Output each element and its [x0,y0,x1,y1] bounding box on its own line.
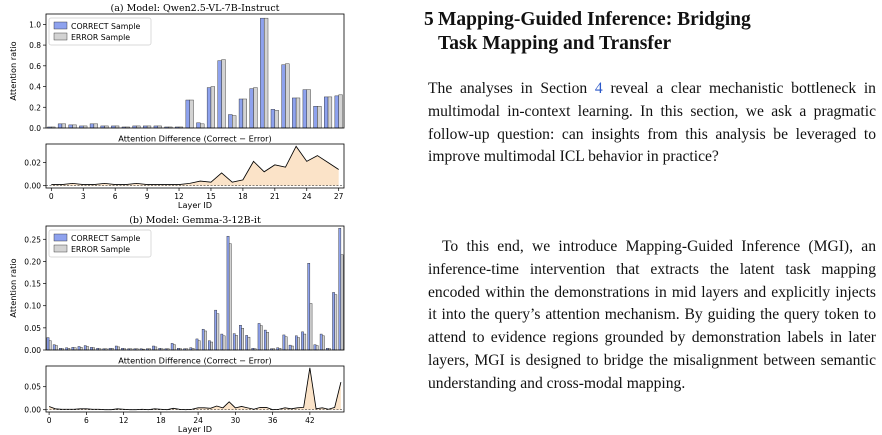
paragraph-1-before: The analyses in Section [428,80,595,97]
bar-error [335,295,337,350]
bar-correct [228,115,232,128]
legend-swatch [54,22,67,29]
bar-error [242,328,244,350]
y-tick-label: 0.02 [24,158,41,168]
bar-error [248,337,250,350]
figure-svg [0,0,400,435]
paragraph-1 [428,78,876,169]
bar-correct [292,98,296,128]
bar-correct [282,65,286,128]
bar-correct [314,345,316,350]
bar-error [254,88,258,128]
bar-correct [218,61,222,128]
bar-correct [324,97,328,128]
bar-correct [58,124,62,128]
x-tick-label: 15 [206,192,216,201]
bar-correct [283,335,285,350]
bar-error [316,346,318,350]
chart-b-difference [24,356,344,435]
bar-correct [233,334,235,350]
bar-error [211,342,213,350]
bar-correct [207,88,211,128]
bar-correct [152,346,154,350]
chart-b-bars [8,215,344,355]
x-tick-label: 9 [144,192,150,201]
bar-error [211,87,215,128]
legend-swatch [54,33,67,40]
bar-error [223,336,225,350]
y-tick-label: 1.0 [29,20,41,30]
y-axis-label: Attention ratio [8,258,18,318]
x-tick-label: 3 [80,192,86,201]
bar-error [322,336,324,350]
text-column [424,0,876,435]
y-tick-label: 0.10 [24,301,41,311]
x-tick-label: 24 [301,192,312,201]
bar-error [307,90,311,128]
y-tick-label: 0.0 [29,124,41,133]
bar-correct [186,100,190,128]
bar-correct [295,336,297,350]
bar-error [86,346,88,350]
chart-a-bars [8,3,344,133]
bar-correct [289,345,291,350]
bar-error [73,125,77,128]
bar-correct [239,99,243,128]
bar-error [222,60,226,128]
bar-error [62,124,66,128]
x-tick-label: 42 [305,416,315,425]
section-ref-link[interactable]: 4 [594,80,603,97]
bar-correct [196,123,200,128]
x-tick-label: 6 [112,192,118,201]
section-title-line2: Task Mapping and Transfer [438,33,672,54]
bar-error [304,334,306,350]
x-tick-label: 24 [193,416,203,425]
legend-label: CORRECT Sample [71,22,141,31]
bar-correct [271,109,275,128]
bar-error [200,124,204,128]
bar-correct [208,341,210,350]
y-tick-label: 0.15 [24,279,41,289]
bar-error [49,341,51,350]
bar-error [55,346,57,350]
bar-error [341,255,343,350]
bar-error [317,106,321,128]
bar-error [275,110,279,128]
bar-error [260,326,262,350]
bar-error [173,345,175,350]
x-axis-label: Layer ID [177,424,213,434]
bar-correct [246,335,248,350]
bar-error [291,346,293,350]
chart-title: (b) Model: Gemma-3-12B-it [129,215,261,226]
bar-error [232,116,236,128]
bar-correct [171,343,173,350]
legend-label: CORRECT Sample [71,234,141,243]
bar-correct [227,236,229,350]
bar-correct [84,346,86,350]
bar-correct [260,18,264,128]
x-tick-label: 12 [118,416,129,425]
x-tick-label: 27 [333,192,344,201]
figure [0,0,400,435]
chart-a-difference [24,134,344,211]
bar-correct [90,124,94,128]
bar-error [190,100,194,128]
y-tick-label: 0.05 [24,323,41,333]
x-tick-label: 18 [238,192,248,201]
y-tick-label: 0.20 [24,257,41,267]
x-tick-label: 0 [48,192,54,201]
bar-correct [196,339,198,350]
chart-title: (a) Model: Qwen2.5-VL-7B-Instruct [110,3,280,14]
bar-error [310,304,312,351]
bar-correct [264,330,266,350]
bar-correct [332,292,334,350]
bar-correct [250,89,254,128]
bar-correct [47,338,49,350]
legend-swatch [54,234,67,241]
x-tick-label: 21 [270,192,280,201]
bar-error [155,347,157,350]
x-tick-label: 36 [267,416,278,425]
bar-error [235,335,237,350]
bar-correct [202,329,204,350]
legend-label: ERROR Sample [71,245,131,254]
bar-correct [53,345,55,350]
y-tick-label: 0.00 [24,405,41,415]
difference-line [49,368,341,410]
paragraph-1-after: reveal a clear mechanistic bottleneck in multimodal in-context learning. In this section, we ask a pragmatic follow-up question: can insights from this analysis be leveraged to improve multimodal ICL behavior in practice? [428,80,876,166]
bar-correct [115,346,117,350]
y-tick-label: 0.25 [24,235,41,245]
y-tick-label: 0.2 [29,103,41,113]
bar-correct [301,332,303,350]
bar-error [117,347,119,350]
bar-correct [308,263,310,350]
section-heading [424,8,876,56]
bar-error [285,64,289,128]
difference-area [51,146,338,185]
section-number: 5 [424,9,434,30]
y-tick-label: 0.8 [29,41,41,51]
bar-error [198,341,200,350]
bar-error [243,99,247,128]
bar-correct [320,334,322,350]
bar-error [328,97,332,128]
section-title-line1: Mapping-Guided Inference: Bridging [438,9,751,30]
paragraph-2: To this end, we introduce Mapping-Guided Inference (MGI), an inference-time intervention that extracts the latent task mapping encoded within the demonstrations in mid layers and explicitly injects it into the query’s attention mechanism. By guiding the query token to attend to evidence regions grounded by demonstration labels in later layers, MGI is designed to bridge the misalignment between semantic understanding and cross-modal mapping. [428,238,876,392]
bar-error [229,244,231,350]
y-tick-label: 0.00 [24,346,41,355]
bar-error [339,95,343,128]
difference-title: Attention Difference (Correct − Error) [118,133,272,144]
bar-correct [214,310,216,350]
bar-correct [69,125,73,128]
bar-error [94,124,98,128]
bar-correct [314,106,318,128]
bar-correct [339,228,341,350]
y-tick-label: 0.00 [24,181,41,191]
bar-error [264,18,268,128]
bar-correct [303,90,307,128]
bar-correct [239,325,241,350]
x-tick-label: 0 [46,416,52,425]
bar-correct [78,346,80,350]
bar-correct [335,96,339,128]
x-tick-label: 30 [230,416,241,425]
x-axis-label: Layer ID [177,200,213,210]
bar-error [285,337,287,350]
legend-swatch [54,245,67,252]
y-tick-label: 0.05 [24,382,41,392]
bar-error [297,338,299,350]
bar-error [204,331,206,350]
bar-error [217,314,219,350]
y-axis-label: Attention ratio [8,41,18,101]
x-tick-label: 6 [83,416,89,425]
difference-area [49,368,341,410]
y-tick-label: 0.4 [29,82,41,92]
legend-label: ERROR Sample [71,33,131,42]
bar-error [296,98,300,128]
bar-correct [258,323,260,350]
x-tick-label: 12 [174,192,184,201]
plot-frame [46,366,344,412]
y-tick-label: 0.6 [29,61,41,71]
bar-correct [221,334,223,350]
x-tick-label: 18 [156,416,166,425]
bar-error [266,332,268,350]
difference-title: Attention Difference (Correct − Error) [118,355,272,366]
